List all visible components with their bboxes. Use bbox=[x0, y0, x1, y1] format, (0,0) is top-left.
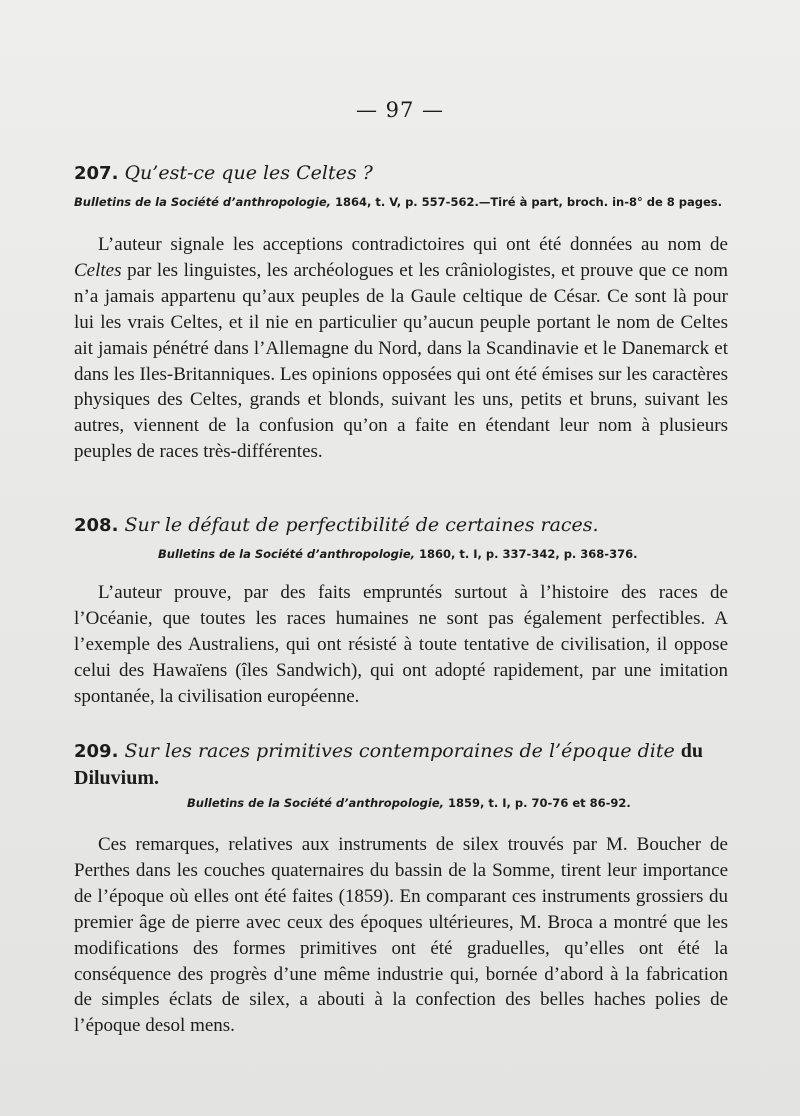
entry-number: 209. bbox=[74, 741, 119, 762]
entry-title: Sur le défaut de perfectibilité de certaines races. bbox=[124, 514, 599, 536]
entry-heading-209 bbox=[74, 738, 728, 792]
entry-title-continuation: du Diluvium. bbox=[74, 740, 704, 789]
citation-details: 1859, t. I, p. 70-76 et 86-92. bbox=[448, 796, 631, 810]
entry-heading-208 bbox=[74, 512, 728, 539]
entry-title: Qu’est-ce que les Celtes ? bbox=[124, 162, 373, 184]
entry-heading-207 bbox=[74, 160, 728, 187]
entry-citation-207 bbox=[74, 195, 722, 210]
entry-title: Sur les races primitives contemporaines de l’époque dite bbox=[124, 740, 675, 762]
citation-source: Bulletins de la Société d’anthropologie, bbox=[158, 547, 416, 561]
citation-details: 1864, t. V, p. 557-562.—Tiré à part, broch. in-8° de 8 pages. bbox=[335, 195, 722, 209]
entry-paragraph-209: Ces remarques, relatives aux instruments de silex trouvés par M. Boucher de Perthes dans les couches quaternaires du bassin de la Somme, tirent leur importance de l’époque où elles ont été faites (1859). En comparant ces instruments grossiers du premier âge de pierre avec ceux des époques ultérieures, M. Broca a montré que les modifications des formes primitives ont été graduelles, qu’elles ont été la conséquence des progrès d’une même industrie qui, bornée d’abord à la fabrication de simples éclats de silex, a abouti à la confection des belles haches polies de l’époque desol mens. bbox=[74, 834, 728, 1037]
page-number: — 97 — bbox=[355, 98, 445, 122]
entry-citation-209 bbox=[187, 796, 631, 811]
paragraph-text: L’auteur signale les acceptions contradictoires qui ont été données au nom de bbox=[98, 234, 728, 255]
entry-paragraph-208: L’auteur prouve, par des faits empruntés surtout à l’histoire des races de l’Océanie, que toutes les races humaines ne sont pas également perfectibles. A l’exemple des Australiens, qui ont résisté à toute tentative de civilisation, il oppose celui des Hawaïens (îles Sandwich), qui ont adopté rapidement, par une imitation spontanée, la civilisation européenne. bbox=[74, 582, 728, 707]
entry-number: 208. bbox=[74, 515, 119, 536]
paragraph-text: par les linguistes, les archéologues et les crâniologistes, et prouve que ce nom n’a jamais appartenu qu’aux peuples de la Gaule celtique de César. Ce sont là pour lui les vrais Celtes, et il nie en particulier qu’aucun peuple portant le nom de Celtes ait jamais pénétré dans l’Allemagne du Nord, dans la Scandinavie et le Danemarck et dans les Iles-Britanniques. Les opinions opposées qui ont été émises sur les caractères physiques des Celtes, grands et blonds, suivant les uns, petits et bruns, suivant les autres, viennent de la confusion qu’on a faite en étendant leur nom à plusieurs peuples de races très-différentes. bbox=[74, 259, 728, 463]
citation-source: Bulletins de la Société d’anthropologie, bbox=[74, 195, 332, 209]
entry-citation-208 bbox=[158, 547, 637, 562]
entry-paragraph-207 bbox=[74, 232, 728, 465]
citation-source: Bulletins de la Société d’anthropologie, bbox=[187, 796, 445, 810]
paragraph-emphasis: Celtes bbox=[74, 259, 122, 281]
entry-number: 207. bbox=[74, 163, 119, 184]
citation-details: 1860, t. I, p. 337-342, p. 368-376. bbox=[419, 547, 638, 561]
